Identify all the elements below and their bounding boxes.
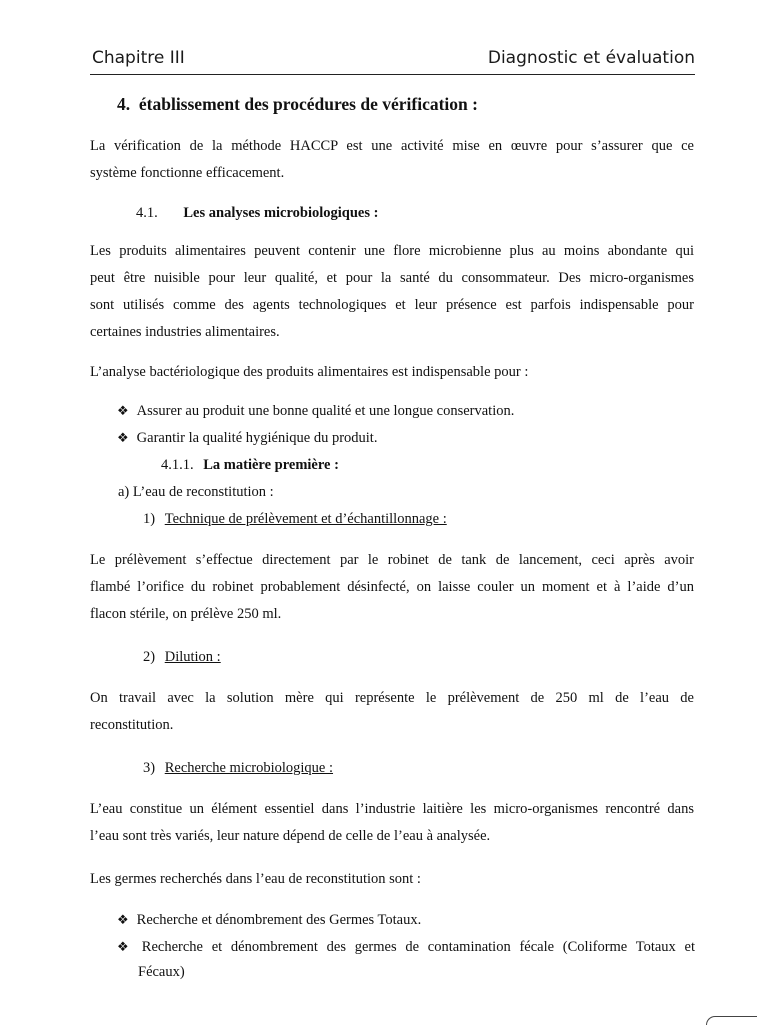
subheading-2-number: 2) — [143, 649, 156, 665]
list-item — [117, 939, 695, 956]
subheading-2 — [143, 649, 221, 666]
list-item-text: Recherche et dénombrement des Germes Totaux. — [136, 912, 422, 928]
paragraph-line: Les produits alimentaires peuvent contenir une flore microbienne plus au moins abondante qui — [90, 243, 694, 259]
paragraph-line: l’eau sont très variés, leur nature dépend de celle de l’eau à analysée. — [90, 828, 491, 844]
section-4-title: établissement des procédures de vérification : — [138, 94, 478, 114]
paragraph-line: peut être nuisible pour leur qualité, et pour la santé du consommateur. Des micro-organismes — [90, 270, 694, 286]
list-item-continuation: Fécaux) — [138, 964, 185, 980]
section-4-heading — [117, 94, 478, 115]
list-item-text: Assurer au produit une bonne qualité et une longue conservation. — [136, 403, 515, 419]
subheading-1 — [143, 511, 447, 528]
item-a: a) L’eau de reconstitution : — [118, 484, 274, 500]
germs-intro: Les germes recherchés dans l’eau de reconstitution sont : — [90, 871, 421, 887]
bullet-diamond-icon: ❖ — [117, 430, 129, 445]
list-item-text: Recherche et dénombrement des germes de contamination fécale (Coliforme Totaux et — [141, 939, 695, 955]
paragraph-line: flambé l’orifice du robinet probablement désinfecté, on laisse couler un moment et à l’aide d’un — [90, 579, 694, 595]
bullet-diamond-icon: ❖ — [117, 939, 134, 954]
section-4-1-heading — [136, 205, 378, 222]
section-4-1-title: Les analyses microbiologiques : — [183, 205, 379, 221]
chapter-title: Diagnostic et évaluation — [487, 48, 695, 68]
list-item — [117, 912, 421, 929]
page-header — [90, 46, 695, 75]
list-item-text: Garantir la qualité hygiénique du produit. — [136, 430, 378, 446]
list-item — [117, 430, 377, 447]
analysis-intro: L’analyse bactériologique des produits alimentaires est indispensable pour : — [90, 364, 529, 380]
bullet-diamond-icon: ❖ — [117, 403, 129, 418]
subheading-2-title: Dilution : — [164, 649, 221, 665]
paragraph-line: flacon stérile, on prélève 250 ml. — [90, 606, 282, 622]
paragraph-line: On travail avec la solution mère qui représente le prélèvement de 250 ml de l’eau de — [90, 690, 694, 706]
subheading-1-number: 1) — [143, 511, 156, 527]
subheading-3 — [143, 760, 333, 777]
intro-line-1: La vérification de la méthode HACCP est une activité mise en œuvre pour s’assurer que ce — [90, 138, 694, 154]
chapter-label: Chapitre III — [92, 48, 185, 68]
bullet-diamond-icon: ❖ — [117, 912, 129, 927]
paragraph-line: sont utilisés comme des agents technologiques et leur présence est parfois indispensable pour — [90, 297, 694, 313]
subheading-3-title: Recherche microbiologique : — [164, 760, 334, 776]
list-item — [117, 403, 514, 420]
paragraph-line: certaines industries alimentaires. — [90, 324, 280, 340]
section-4-1-number: 4.1. — [136, 205, 158, 221]
intro-line-2: système fonctionne efficacement. — [90, 165, 285, 181]
paragraph-line: L’eau constitue un élément essentiel dans l’industrie laitière les micro-organismes rencontré dans — [90, 801, 694, 817]
section-4-1-1-heading — [161, 457, 339, 474]
section-4-1-1-number: 4.1.1. — [161, 457, 194, 473]
paragraph-line: Le prélèvement s’effectue directement par le robinet de tank de lancement, ceci après avoir — [90, 552, 694, 568]
section-4-1-1-title: La matière première : — [203, 457, 339, 473]
section-4-number: 4. — [117, 94, 131, 114]
subheading-1-title: Technique de prélèvement et d’échantillonnage : — [164, 511, 447, 527]
subheading-3-number: 3) — [143, 760, 156, 776]
paragraph-line: reconstitution. — [90, 717, 174, 733]
